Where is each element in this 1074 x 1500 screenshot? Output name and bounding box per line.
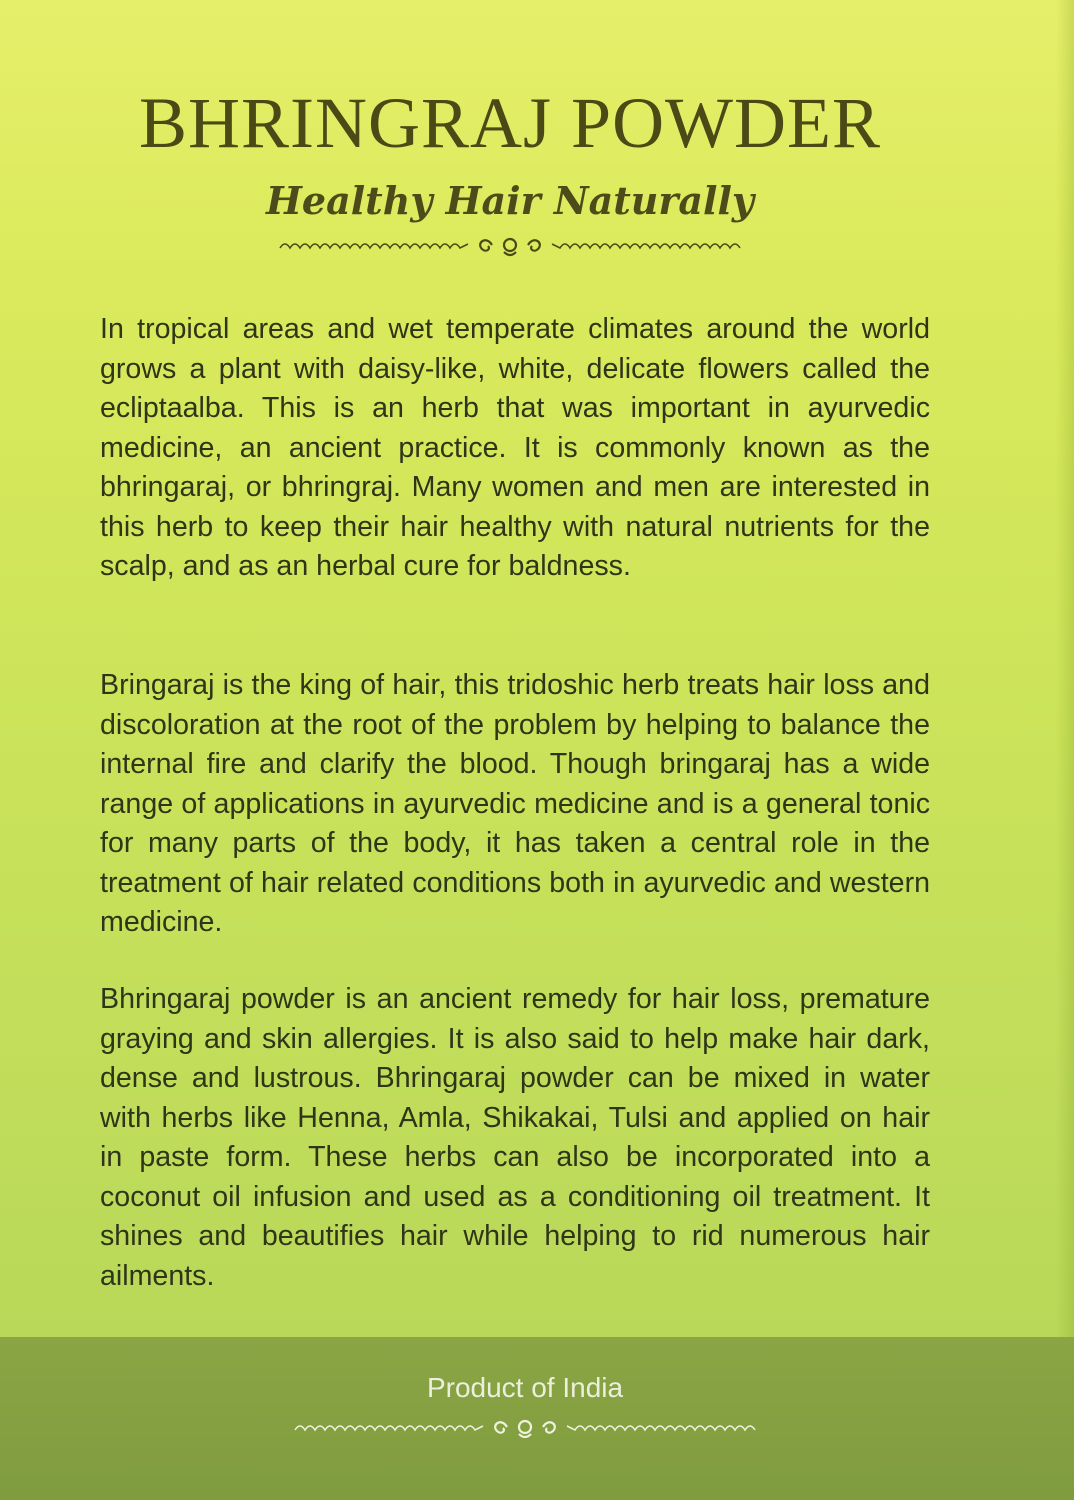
intro-paragraph: In tropical areas and wet temperate climates around the world grows a plant with daisy-like, white, delicate flowers called the ecliptaalba. This is an herb that was important in ayurvedic medicine, an ancient practice. It is commonly known as the bhringaraj, or bhringraj. Many women and men are interested in this herb to keep their hair healthy with natural nutrients for the scalp, and as an herbal cure for baldness. xyxy=(100,313,930,582)
benefits-paragraph: Bringaraj is the king of hair, this tridoshic herb treats hair loss and discoloration at the root of the problem by helping to balance the internal fire and clarify the blood. Though bringaraj has a wide range of applications in ayurvedic medicine and is a general tonic for many parts of the body, it has taken a central role in the treatment of hair related conditions both in ayurvedic and western medicine. xyxy=(100,669,930,938)
product-origin-label: Product of India xyxy=(426,1372,624,1403)
box-edge-shade xyxy=(1056,0,1074,1500)
ornamental-divider-top xyxy=(0,228,1020,262)
product-tagline: Healthy Hair Naturally xyxy=(266,178,754,223)
product-title: BHRINGRAJ POWDER xyxy=(138,83,882,163)
ornamental-divider-bottom xyxy=(0,1410,1050,1444)
usage-paragraph: Bhringaraj powder is an ancient remedy for hair loss, premature graying and skin allergies. It is also said to help make hair dark, dense and lustrous. Bhringaraj powder can be mixed in water with herbs like Henna, Amla, Shikakai, Tulsi and applied on hair in paste form. These herbs can also be incorporated into a coconut oil infusion and used as a conditioning oil treatment. It shines and beautifies hair while helping to rid numerous hair ailments. xyxy=(100,983,930,1292)
